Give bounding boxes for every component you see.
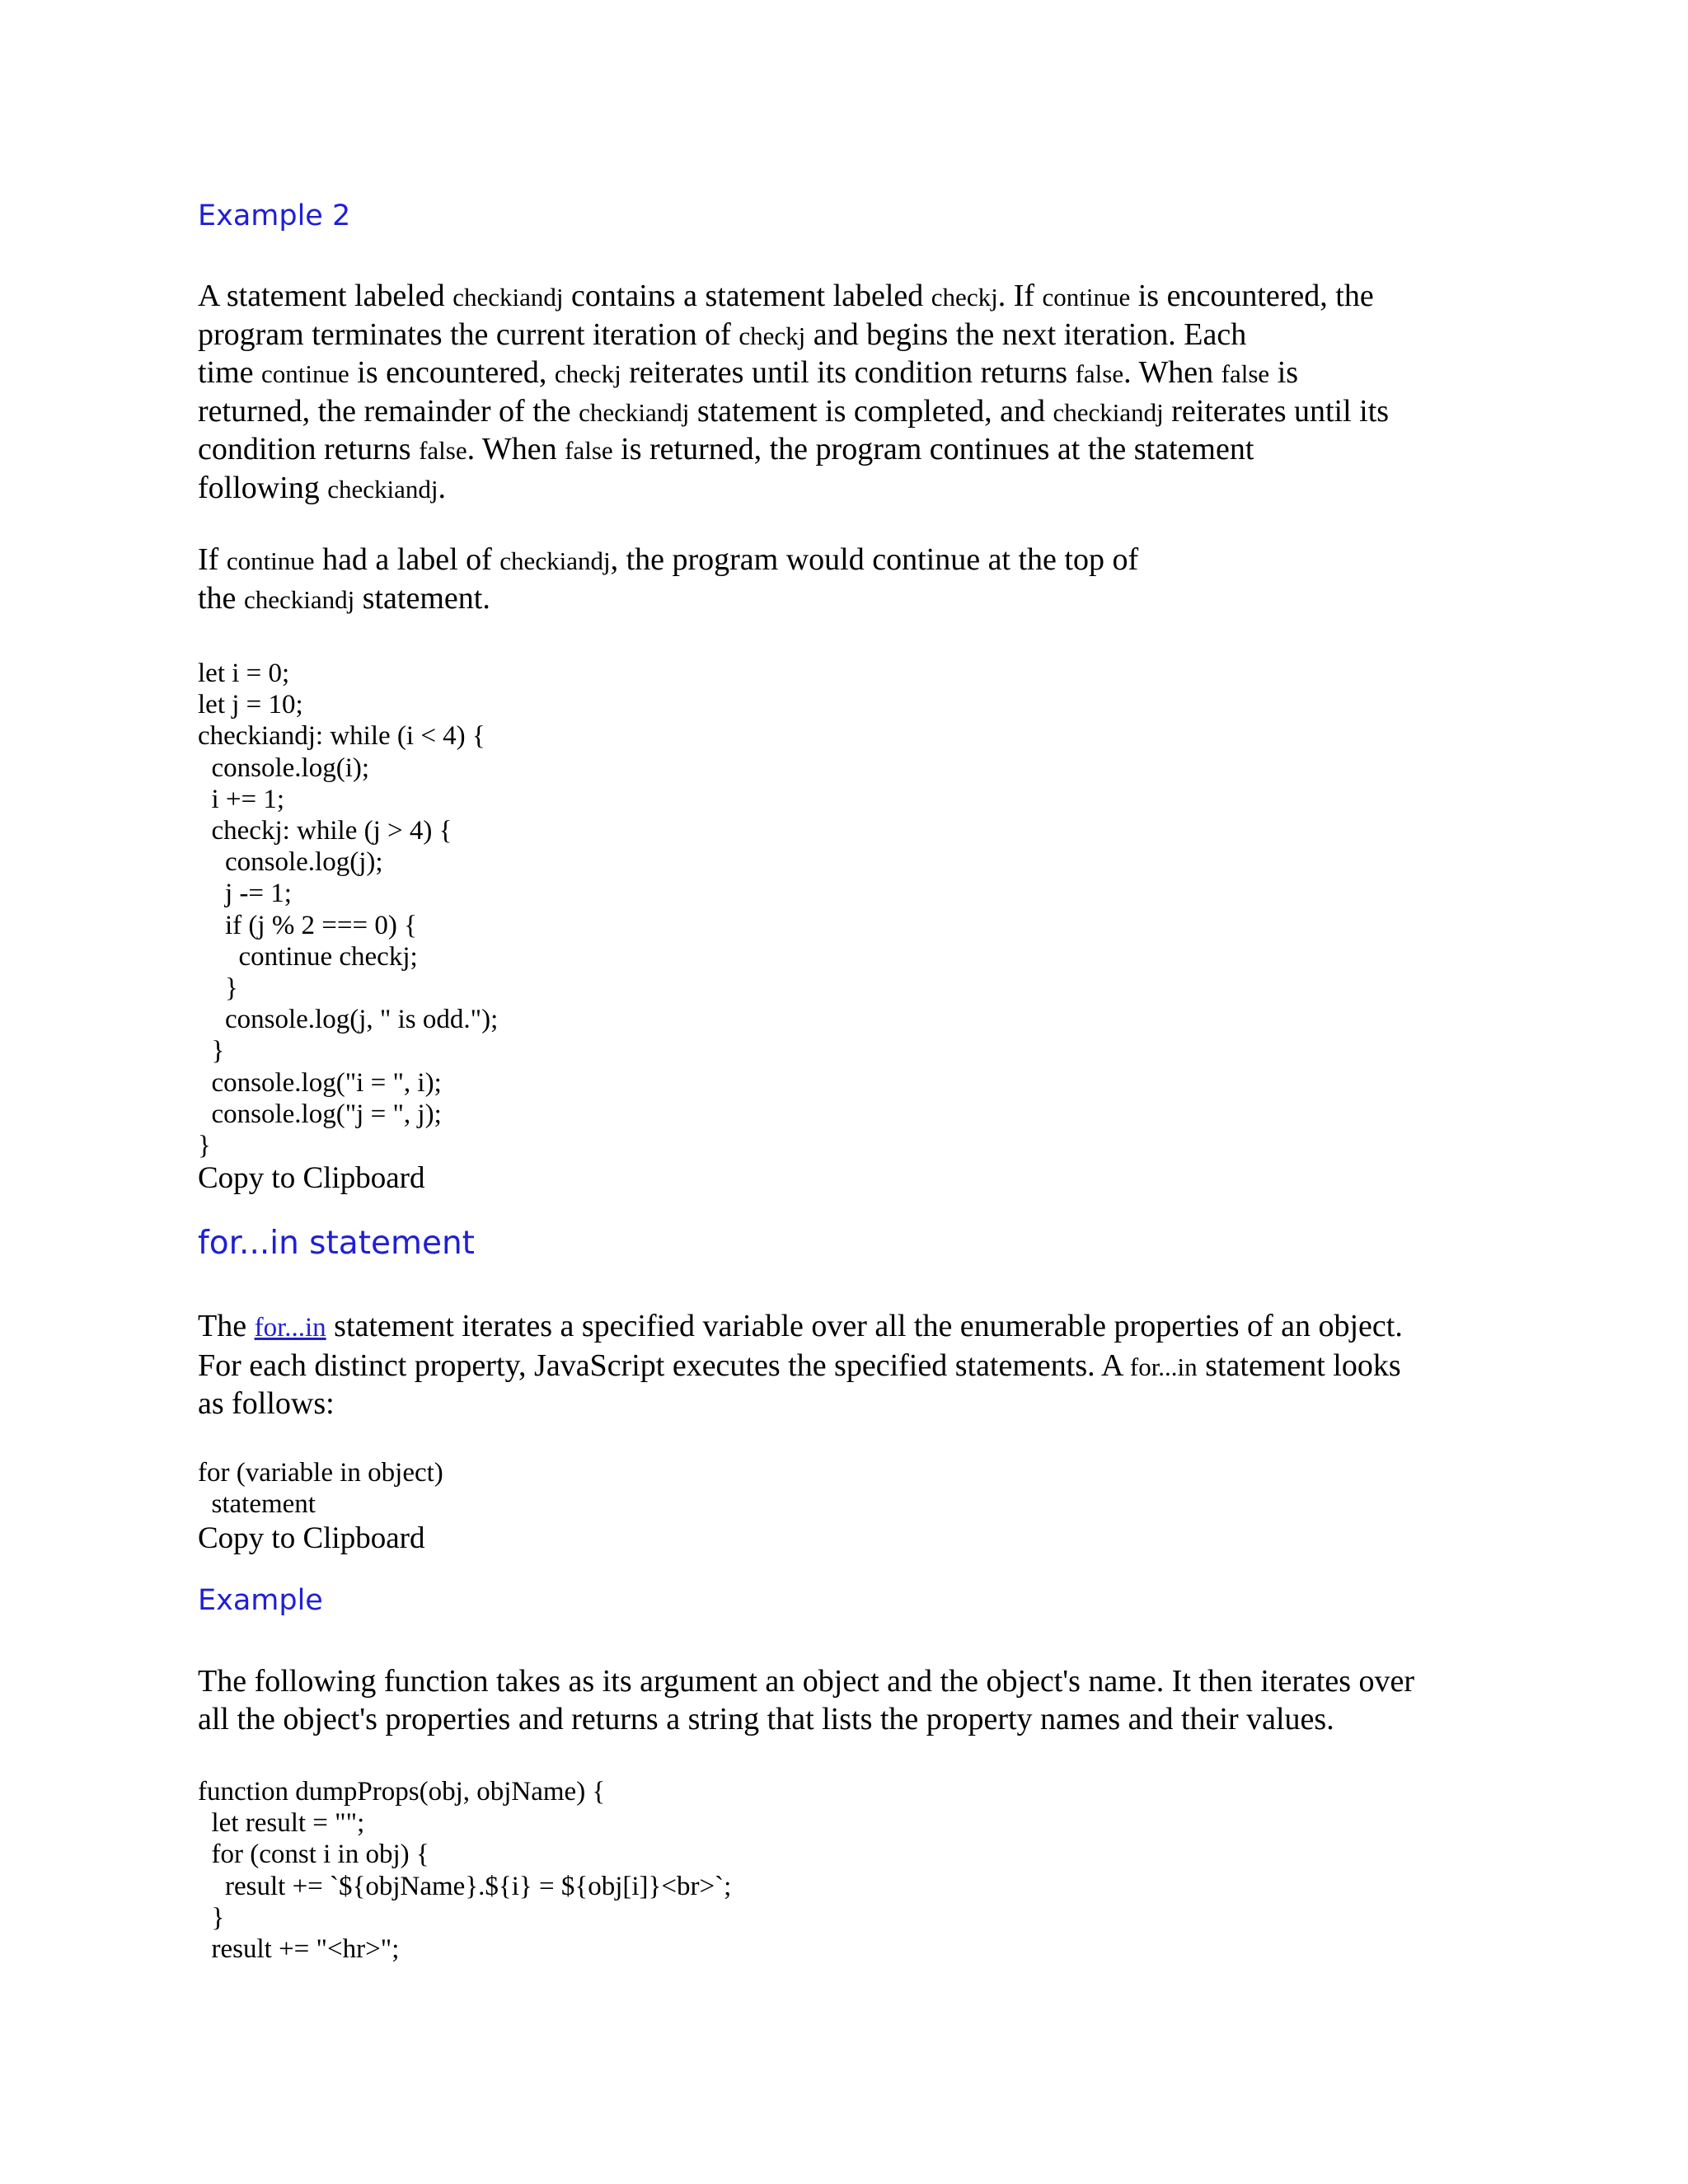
- code-line: console.log(j, " is odd.");: [198, 1005, 499, 1035]
- text-run: is encountered,: [349, 355, 555, 391]
- code-line: let i = 0;: [198, 658, 290, 688]
- inline-code: checkiandj: [327, 474, 438, 504]
- inline-code: checkj: [738, 321, 806, 350]
- code-line: result += `${objName}.${i} = ${obj[i]}<br>`;: [198, 1871, 732, 1901]
- code-line: j -= 1;: [198, 879, 292, 909]
- code-line: result += "<hr>";: [198, 1934, 400, 1965]
- text-run: is: [1269, 355, 1299, 391]
- example-paragraph: [198, 1663, 1500, 1738]
- inline-code: false: [565, 436, 613, 466]
- code-line: }: [198, 1902, 225, 1933]
- text-run: statement is completed, and: [689, 393, 1053, 429]
- text-run: program terminates the current iteration of: [198, 316, 739, 352]
- paragraph-line: [198, 1663, 1500, 1701]
- paragraph-line: [198, 1308, 1500, 1347]
- text-run: reiterates until its: [1163, 393, 1390, 429]
- copy-to-clipboard-button[interactable]: Copy to Clipboard: [198, 1161, 425, 1195]
- dump-props-code-block: [198, 1776, 731, 1965]
- paragraph-line: [198, 431, 1500, 470]
- text-run: the: [198, 580, 244, 616]
- text-run: statement looks: [1197, 1347, 1401, 1383]
- paragraph-line: [198, 1385, 1500, 1423]
- text-run: and begins the next iteration. Each: [805, 316, 1247, 352]
- code-line: statement: [198, 1489, 316, 1520]
- code-line: }: [198, 1131, 211, 1161]
- example-2-heading: Example 2: [198, 199, 351, 232]
- paragraph-line: [198, 1347, 1500, 1386]
- code-line: for (variable in object): [198, 1458, 443, 1488]
- paragraph-line: [198, 278, 1500, 316]
- code-line: console.log(i);: [198, 752, 370, 783]
- inline-code: continue: [226, 546, 315, 575]
- text-run: all the object's properties and returns a string that lists the property names and their values.: [198, 1701, 1334, 1736]
- paragraph-line: [198, 316, 1500, 355]
- text-run: . When: [467, 432, 565, 467]
- inline-code: checkiandj: [243, 584, 355, 614]
- code-line: let j = 10;: [198, 690, 303, 720]
- inline-code: false: [419, 436, 467, 466]
- for-in-syntax-code-block: [198, 1457, 443, 1520]
- text-run: is encountered, the: [1130, 279, 1374, 313]
- paragraph-line: [198, 541, 1500, 580]
- inline-code: false: [1221, 359, 1270, 389]
- text-run: returned, the remainder of the: [198, 393, 579, 429]
- text-run: time: [198, 355, 262, 391]
- code-line: console.log(j);: [198, 847, 383, 878]
- example-2-paragraph-2: [198, 541, 1500, 618]
- code-line: checkj: while (j > 4) {: [198, 816, 452, 846]
- for-in-link[interactable]: for...in: [254, 1313, 326, 1343]
- for-in-statement-heading: for...in statement: [198, 1225, 475, 1262]
- text-run: reiterates until its condition returns: [621, 355, 1076, 391]
- code-line: checkiandj: while (i < 4) {: [198, 721, 485, 752]
- inline-code: checkiandj: [452, 283, 564, 312]
- text-run: The: [198, 1309, 255, 1343]
- inline-code: checkiandj: [499, 546, 611, 575]
- copy-to-clipboard-button[interactable]: Copy to Clipboard: [198, 1521, 425, 1555]
- text-run: as follows:: [198, 1386, 335, 1422]
- inline-code: checkiandj: [1053, 397, 1164, 427]
- code-line: let result = "";: [198, 1808, 365, 1839]
- code-line: for (const i in obj) {: [198, 1840, 429, 1870]
- inline-code: checkj: [554, 359, 621, 389]
- for-in-paragraph: [198, 1308, 1500, 1423]
- text-run: condition returns: [198, 432, 420, 467]
- inline-code: for...in: [1129, 1352, 1198, 1381]
- inline-code: checkiandj: [579, 397, 690, 427]
- text-run: statement iterates a specified variable over all the enumerable properties of an object.: [326, 1309, 1403, 1343]
- paragraph-line: [198, 1701, 1500, 1739]
- inline-code: checkj: [931, 283, 998, 312]
- code-line: }: [198, 1036, 225, 1066]
- paragraph-line: [198, 393, 1500, 432]
- text-run: .: [438, 470, 447, 505]
- text-run: is returned, the program continues at the statement: [612, 432, 1254, 467]
- code-line: continue checkj;: [198, 941, 418, 972]
- text-run: If: [198, 542, 227, 577]
- text-run: statement.: [354, 580, 490, 616]
- paragraph-line: [198, 580, 1500, 619]
- text-run: following: [198, 470, 328, 505]
- code-line: }: [198, 973, 238, 1004]
- text-run: For each distinct property, JavaScript executes the specified statements. A: [198, 1347, 1130, 1383]
- example-2-paragraph-1: [198, 278, 1500, 509]
- text-run: had a label of: [314, 542, 500, 577]
- inline-code: false: [1075, 359, 1124, 389]
- paragraph-line: [198, 354, 1500, 393]
- example-2-code-block: [198, 658, 498, 1161]
- code-line: i += 1;: [198, 784, 285, 814]
- text-run: contains a statement labeled: [563, 279, 931, 313]
- text-run: . If: [997, 279, 1043, 313]
- example-heading: Example: [198, 1584, 323, 1617]
- inline-code: continue: [261, 359, 349, 389]
- code-line: console.log("i = ", i);: [198, 1067, 442, 1098]
- paragraph-line: [198, 470, 1500, 509]
- inline-code: continue: [1042, 283, 1131, 312]
- text-run: The following function takes as its argument an object and the object's name. It then iterates over: [198, 1664, 1415, 1699]
- code-line: console.log("j = ", j);: [198, 1099, 442, 1129]
- code-line: function dumpProps(obj, objName) {: [198, 1777, 606, 1807]
- text-run: , the program would continue at the top of: [610, 542, 1139, 577]
- text-run: . When: [1123, 355, 1221, 391]
- text-run: A statement labeled: [198, 279, 453, 313]
- code-line: if (j % 2 === 0) {: [198, 910, 417, 940]
